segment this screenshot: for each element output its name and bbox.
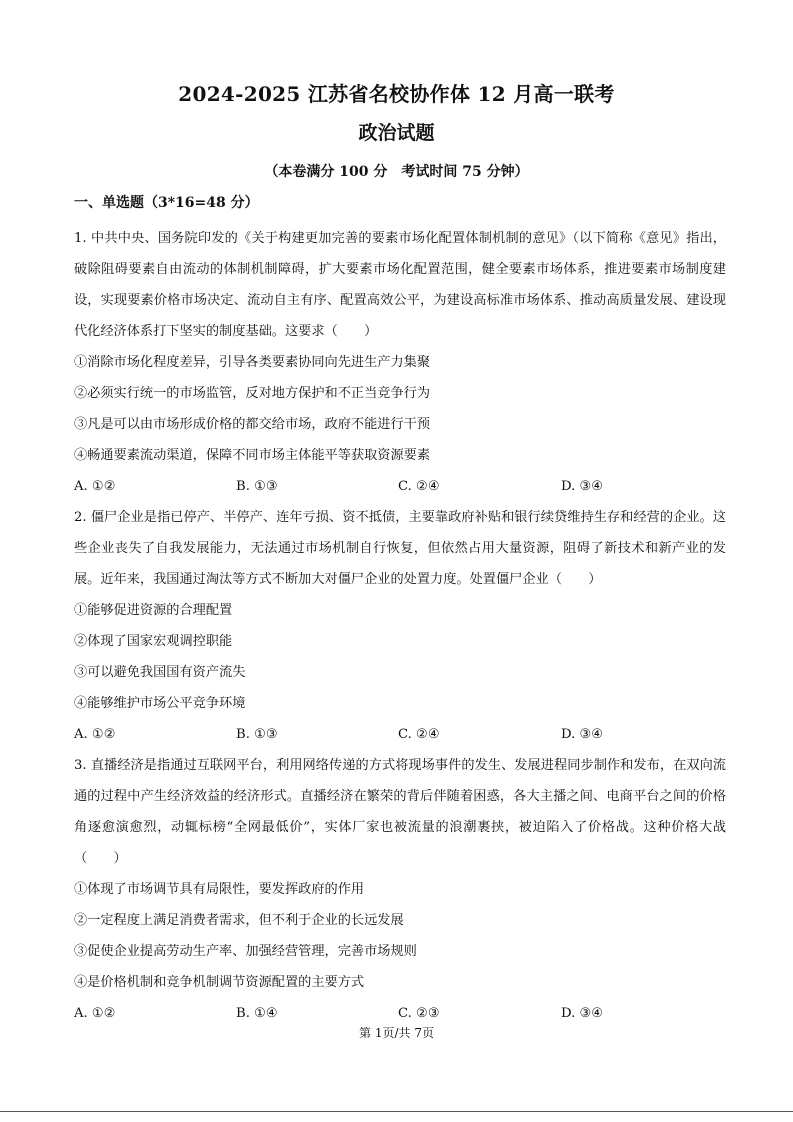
choice-b[interactable]: B. ①④ — [236, 1006, 278, 1021]
option-statement: ④畅通要素流动渠道，保障不同市场主体能平等获取资源要素 — [74, 448, 431, 463]
option-statement: ②体现了国家宏观调控职能 — [74, 634, 233, 649]
question-2 — [74, 502, 726, 750]
exam-note: （本卷满分 100 分 考试时间 75 分钟） — [264, 164, 529, 180]
choice-c[interactable]: C. ②③ — [398, 1006, 440, 1021]
option-statement: ①消除市场化程度差异，引导各类要素协同向先进生产力集聚 — [74, 355, 431, 370]
subject-title: 政治试题 — [358, 122, 435, 144]
option-statement: ③促使企业提高劳动生产率、加强经营管理，完善市场规则 — [74, 944, 417, 959]
choice-d[interactable]: D. ③④ — [561, 479, 604, 494]
exam-title: 2024-2025 江苏省名校协作体 12 月高一联考 — [178, 82, 615, 106]
question-1 — [74, 223, 726, 502]
option-statement: ③可以避免我国国有资产流失 — [74, 665, 246, 680]
choice-b[interactable]: B. ①③ — [236, 727, 278, 742]
page-number: 第 1页/共 7页 — [359, 1026, 434, 1040]
question-stem: 1. 中共中央、国务院印发的《关于构建更加完善的要素市场化配置体制机制的意见》（以下简称《意见》指出，破除阻碍要素自由流动的体制机制障碍，扩大要素市场化配置范围，健全要素市场体系，推进要素市场制度建设，实现要素价格市场决定、流动自主有序、配置高效公平，为建设高标准市场体系、推动高质量发展、建设现代化经济体系打下坚实的制度基础。这要求（ ） — [74, 231, 726, 339]
question-stem: 3. 直播经济是指通过互联网平台，利用网络传递的方式将现场事件的发生、发展进程同步制作和发布，在双向流通的过程中产生经济效益的经济形式。直播经济在繁荣的背后伴随着困惑，各大主播之间、电商平台之间的价格角逐愈演愈烈，动辄标榜“全网最低价”，实体厂家也被流量的浪潮裹挟，被迫陷入了价格战。这种价格大战（ ） — [74, 758, 726, 866]
section-heading: 一、单选题（3*16=48 分） — [74, 195, 259, 211]
choice-c[interactable]: C. ②④ — [398, 727, 440, 742]
choice-d[interactable]: D. ③④ — [561, 1006, 604, 1021]
option-statement: ②必须实行统一的市场监管，反对地方保护和不正当竞争行为 — [74, 386, 431, 401]
questions-container — [74, 223, 726, 1029]
choice-d[interactable]: D. ③④ — [561, 727, 604, 742]
choice-a[interactable]: A. ①② — [74, 479, 116, 494]
bottom-divider — [0, 1111, 793, 1112]
answer-choices — [74, 471, 726, 502]
question-3 — [74, 750, 726, 1029]
choice-a[interactable]: A. ①② — [74, 1006, 116, 1021]
option-statement: ④能够维护市场公平竞争环境 — [74, 696, 246, 711]
option-statement: ②一定程度上满足消费者需求，但不利于企业的长远发展 — [74, 913, 404, 928]
option-statement: ①体现了市场调节具有局限性，要发挥政府的作用 — [74, 882, 365, 897]
question-stem: 2. 僵尸企业是指已停产、半停产、连年亏损、资不抵债，主要靠政府补贴和银行续贷维持生存和经营的企业。这些企业丧失了自我发展能力，无法通过市场机制自行恢复，但依然占用大量资源，阻碍了新技术和新产业的发展。近年来，我国通过淘汰等方式不断加大对僵尸企业的处置力度。处置僵尸企业（ ） — [74, 510, 726, 587]
choice-a[interactable]: A. ①② — [74, 727, 116, 742]
answer-choices — [74, 719, 726, 750]
choice-b[interactable]: B. ①③ — [236, 479, 278, 494]
option-statement: ④是价格机制和竞争机制调节资源配置的主要方式 — [74, 975, 365, 990]
choice-c[interactable]: C. ②④ — [398, 479, 440, 494]
option-statement: ③凡是可以由市场形成价格的都交给市场，政府不能进行干预 — [74, 417, 431, 432]
option-statement: ①能够促进资源的合理配置 — [74, 603, 233, 618]
